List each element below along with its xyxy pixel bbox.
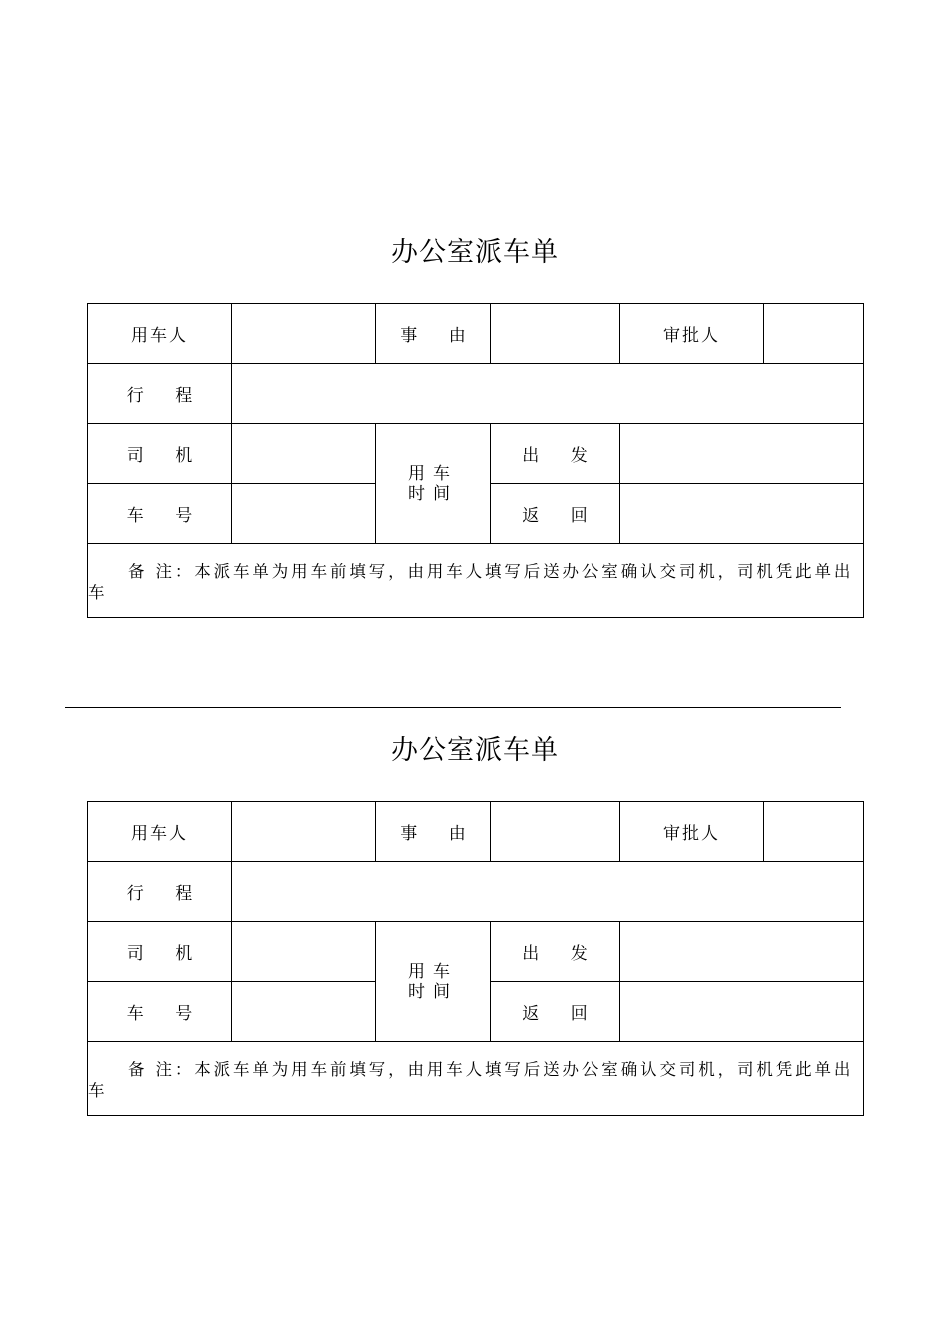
driver-field[interactable]	[232, 922, 376, 982]
table-row	[88, 544, 864, 618]
table-row	[88, 1042, 864, 1116]
route-label: 行 程	[88, 364, 232, 424]
table-row	[88, 304, 864, 364]
usage-time-label-line1: 用车	[408, 463, 458, 484]
note-text: 备 注：本派车单为用车前填写，由用车人填写后送办公室确认交司机，司机凭此单出车	[88, 1042, 864, 1116]
plate-label: 车 号	[88, 982, 232, 1042]
user-label: 用车人	[88, 304, 232, 364]
depart-label: 出 发	[491, 922, 620, 982]
depart-field[interactable]	[620, 922, 864, 982]
return-label: 返 回	[491, 982, 620, 1042]
approver-field[interactable]	[764, 304, 864, 364]
form-title: 办公室派车单	[391, 237, 559, 268]
dispatch-form-table	[87, 801, 864, 1116]
depart-label: 出 发	[491, 424, 620, 484]
depart-field[interactable]	[620, 424, 864, 484]
return-label: 返 回	[491, 484, 620, 544]
user-label: 用车人	[88, 802, 232, 862]
route-field[interactable]	[232, 862, 864, 922]
user-field[interactable]	[232, 802, 376, 862]
approver-field[interactable]	[764, 802, 864, 862]
usage-time-label	[376, 424, 491, 544]
usage-time-label-line2: 时间	[408, 981, 458, 1002]
note-text: 备 注：本派车单为用车前填写，由用车人填写后送办公室确认交司机，司机凭此单出车	[88, 544, 864, 618]
table-row	[88, 802, 864, 862]
driver-label: 司 机	[88, 922, 232, 982]
form-title: 办公室派车单	[391, 735, 559, 766]
reason-label: 事 由	[376, 304, 491, 364]
plate-field[interactable]	[232, 484, 376, 544]
usage-time-label	[376, 922, 491, 1042]
reason-label: 事 由	[376, 802, 491, 862]
table-row	[88, 424, 864, 484]
driver-field[interactable]	[232, 424, 376, 484]
plate-field[interactable]	[232, 982, 376, 1042]
return-field[interactable]	[620, 982, 864, 1042]
usage-time-label-line1: 用车	[408, 961, 458, 982]
plate-label: 车 号	[88, 484, 232, 544]
cut-line-divider	[65, 707, 841, 708]
dispatch-form-table	[87, 303, 864, 618]
table-row	[88, 862, 864, 922]
approver-label: 审批人	[620, 304, 764, 364]
table-row	[88, 364, 864, 424]
usage-time-label-line2: 时间	[408, 483, 458, 504]
reason-field[interactable]	[491, 304, 620, 364]
user-field[interactable]	[232, 304, 376, 364]
return-field[interactable]	[620, 484, 864, 544]
route-field[interactable]	[232, 364, 864, 424]
driver-label: 司 机	[88, 424, 232, 484]
reason-field[interactable]	[491, 802, 620, 862]
approver-label: 审批人	[620, 802, 764, 862]
route-label: 行 程	[88, 862, 232, 922]
table-row	[88, 922, 864, 982]
